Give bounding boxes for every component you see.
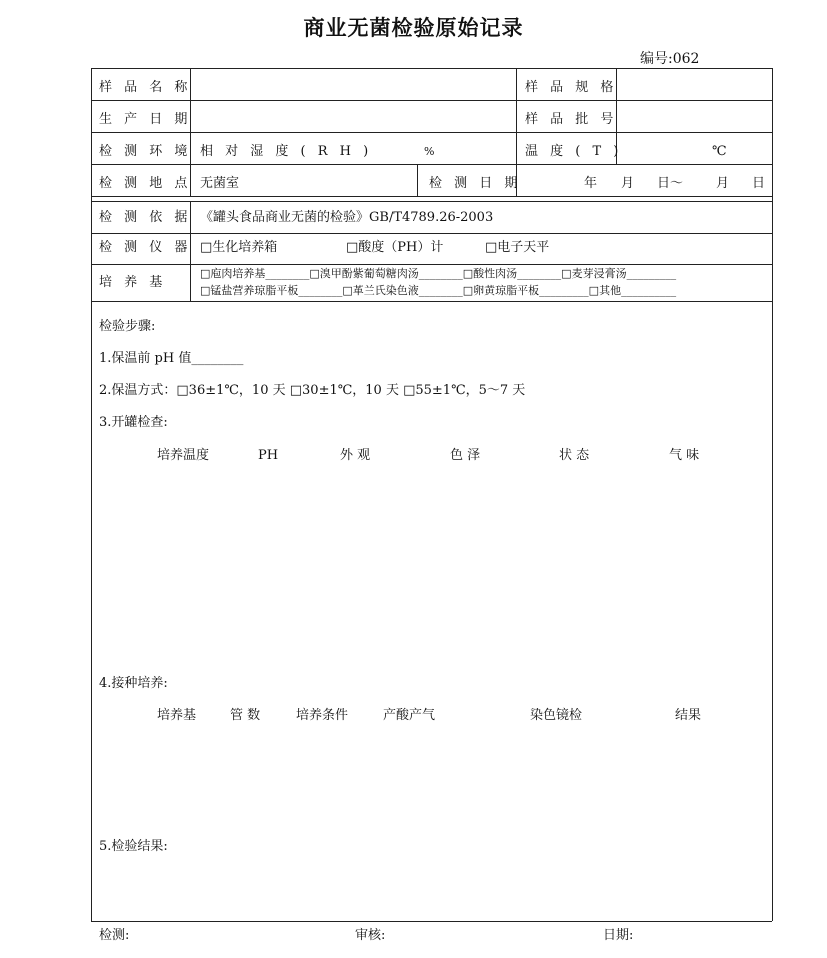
- percent-unit: %: [424, 145, 435, 158]
- steps-header: 检验步骤:: [99, 319, 156, 334]
- celsius-unit: ℃: [712, 144, 727, 159]
- date-day-to: 日～: [657, 176, 684, 191]
- basis-value: 《罐头食品商业无菌的检验》GB/T4789.26-2003: [200, 210, 494, 225]
- sample-name-label: 样 品 名 称: [99, 80, 192, 95]
- humidity-label: 相 对 湿 度 ( R H ): [200, 144, 373, 159]
- s4-col-stain: 染色镜检: [530, 708, 583, 723]
- s3-col-appearance: 外 观: [340, 448, 371, 463]
- document-number: 编号:062: [640, 51, 700, 67]
- footer-date: 日期:: [603, 928, 634, 943]
- temperature-label: 温 度 ( T ): [525, 144, 623, 159]
- s3-col-state: 状 态: [559, 448, 590, 463]
- s3-col-odor: 气 味: [669, 448, 700, 463]
- date-month: 月: [621, 176, 635, 191]
- instrument-incubator-checkbox[interactable]: □生化培养箱: [200, 240, 278, 255]
- media-options-line-1[interactable]: □庖肉培养基________□溴甲酚紫葡萄糖肉汤________□酸性肉汤________□麦芽浸膏汤_________: [200, 267, 677, 280]
- production-date-label: 生 产 日 期: [99, 112, 192, 127]
- date-day-2: 日: [752, 176, 766, 191]
- s4-col-acid-gas: 产酸产气: [383, 708, 436, 723]
- basis-label: 检 测 依 据: [99, 210, 192, 225]
- step-2-incubation: 2.保温方式：□36±1℃，10 天 □30±1℃，10 天 □55±1℃，5～7 天: [99, 383, 526, 398]
- media-label: 培 养 基: [99, 275, 167, 290]
- s3-col-temp: 培养温度: [157, 448, 210, 463]
- sample-spec-label: 样 品 规 格: [525, 80, 618, 95]
- footer-inspector: 检测:: [99, 928, 130, 943]
- s4-col-tubes: 管 数: [230, 708, 261, 723]
- s4-col-result: 结果: [675, 708, 702, 723]
- s4-col-medium: 培养基: [157, 708, 197, 723]
- media-options-line-2[interactable]: □锰盐营养琼脂平板________□革兰氏染色液________□卵黄琼脂平板_________□其他__________: [200, 284, 677, 297]
- environment-label: 检 测 环 境: [99, 144, 192, 159]
- location-label: 检 测 地 点: [99, 176, 192, 191]
- instruments-label: 检 测 仪 器: [99, 240, 192, 255]
- step-3-open-check: 3.开罐检查:: [99, 415, 168, 430]
- test-date-label: 检 测 日 期: [429, 176, 522, 191]
- step-1-ph: 1.保温前 pH 值________: [99, 351, 244, 366]
- footer-reviewer: 审核:: [355, 928, 386, 943]
- page-title: 商业无菌检验原始记录: [303, 16, 524, 40]
- s3-col-ph: PH: [258, 448, 279, 463]
- step-5-result: 5.检验结果:: [99, 839, 168, 854]
- instrument-ph-meter-checkbox[interactable]: □酸度（PH）计: [346, 240, 444, 255]
- date-month-2: 月: [716, 176, 730, 191]
- location-value: 无菌室: [200, 176, 240, 191]
- instrument-balance-checkbox[interactable]: □电子天平: [485, 240, 550, 255]
- batch-number-label: 样 品 批 号: [525, 112, 618, 127]
- s4-col-conditions: 培养条件: [296, 708, 349, 723]
- step-4-inoculation: 4.接种培养:: [99, 676, 168, 691]
- s3-col-color: 色 泽: [450, 448, 481, 463]
- date-year: 年: [584, 176, 598, 191]
